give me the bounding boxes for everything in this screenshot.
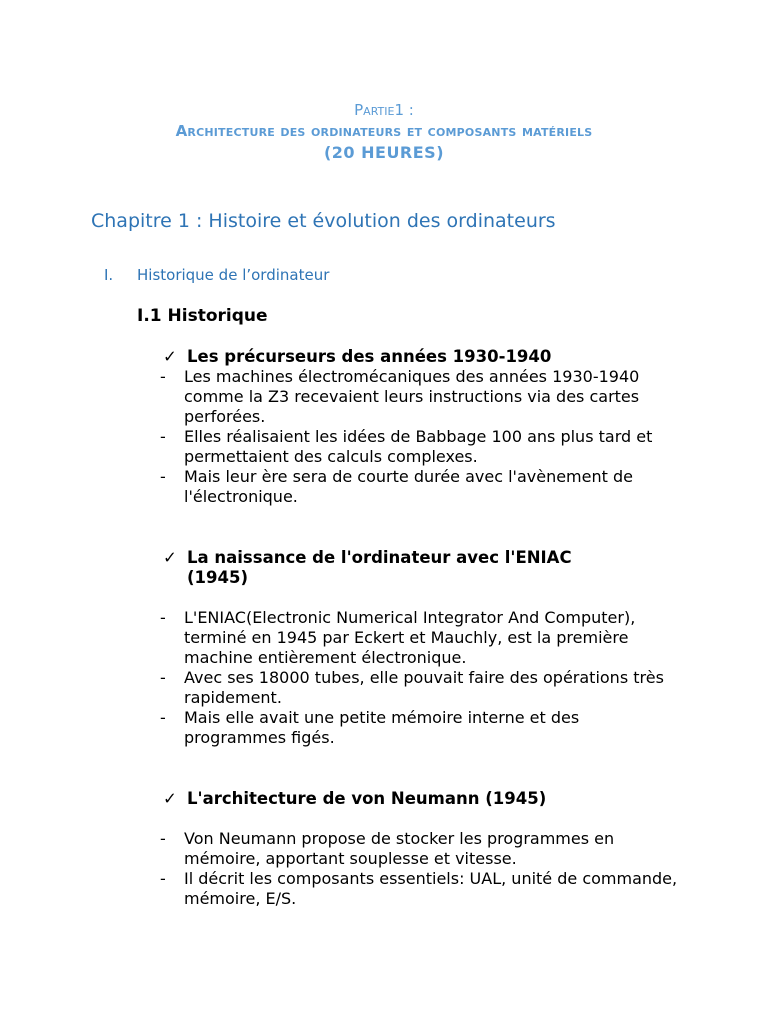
list-item [160, 869, 680, 909]
dash-bullet: - [160, 708, 166, 727]
part-header [0, 100, 768, 164]
bullet-list [160, 367, 680, 507]
dash-bullet: - [160, 367, 166, 386]
list-item-text: Avec ses 18000 tubes, elle pouvait faire des opérations très rapidement. [184, 668, 664, 707]
checkmark-icon: ✓ [163, 789, 177, 808]
section-title: Historique de l’ordinateur [137, 266, 330, 284]
list-item-text: Mais elle avait une petite mémoire interne et des programmes figés. [184, 708, 580, 747]
dash-bullet: - [160, 869, 166, 888]
dash-bullet: - [160, 427, 166, 446]
subsection-title: I.1 Historique [137, 306, 268, 326]
list-item-text: Mais leur ère sera de courte durée avec l'avènement de l'électronique. [184, 467, 633, 506]
part-label: Partie1 : [354, 101, 414, 119]
part-duration: (20 HEURES) [323, 143, 445, 162]
list-item [160, 829, 680, 869]
bullet-list [160, 829, 680, 909]
list-item [160, 708, 680, 748]
list-item [160, 427, 680, 467]
topic-eniac [160, 548, 683, 748]
dash-bullet: - [160, 668, 166, 687]
list-item [160, 608, 680, 668]
list-item-text: L'ENIAC(Electronic Numerical Integrator And Computer), terminé en 1945 par Eckert et Mauchly, est la première machine entièrement électronique. [184, 608, 636, 667]
topic-von-neumann [160, 789, 683, 909]
list-item-text: Les machines électromécaniques des années 1930-1940 comme la Z3 recevaient leurs instructions via des cartes perforées. [184, 367, 640, 426]
chapter-title: Chapitre 1 : Histoire et évolution des ordinateurs [91, 210, 556, 232]
dash-bullet: - [160, 829, 166, 848]
section-heading [104, 264, 329, 286]
topic-heading-text: Les précurseurs des années 1930-1940 [187, 347, 552, 366]
bullet-list [160, 608, 680, 748]
dash-bullet: - [160, 467, 166, 486]
topic-heading [163, 548, 683, 588]
topic-heading-text: La naissance de l'ordinateur avec l'ENIAC (1945) [187, 548, 572, 587]
list-item-text: Il décrit les composants essentiels: UAL, unité de commande, mémoire, E/S. [184, 869, 678, 908]
part-title: Architecture des ordinateurs et composants matériels [175, 122, 593, 140]
dash-bullet: - [160, 608, 166, 627]
topic-heading-text: L'architecture de von Neumann (1945) [187, 789, 547, 808]
topic-precursors [160, 347, 683, 507]
checkmark-icon: ✓ [163, 548, 177, 567]
topic-heading [163, 347, 683, 367]
list-item [160, 668, 680, 708]
list-item-text: Von Neumann propose de stocker les programmes en mémoire, apportant souplesse et vitesse. [184, 829, 615, 868]
section-number: I. [104, 266, 114, 284]
checkmark-icon: ✓ [163, 347, 177, 366]
list-item [160, 367, 680, 427]
list-item-text: Elles réalisaient les idées de Babbage 100 ans plus tard et permettaient des calculs complexes. [184, 427, 653, 466]
list-item [160, 467, 680, 507]
topic-heading [163, 789, 683, 809]
